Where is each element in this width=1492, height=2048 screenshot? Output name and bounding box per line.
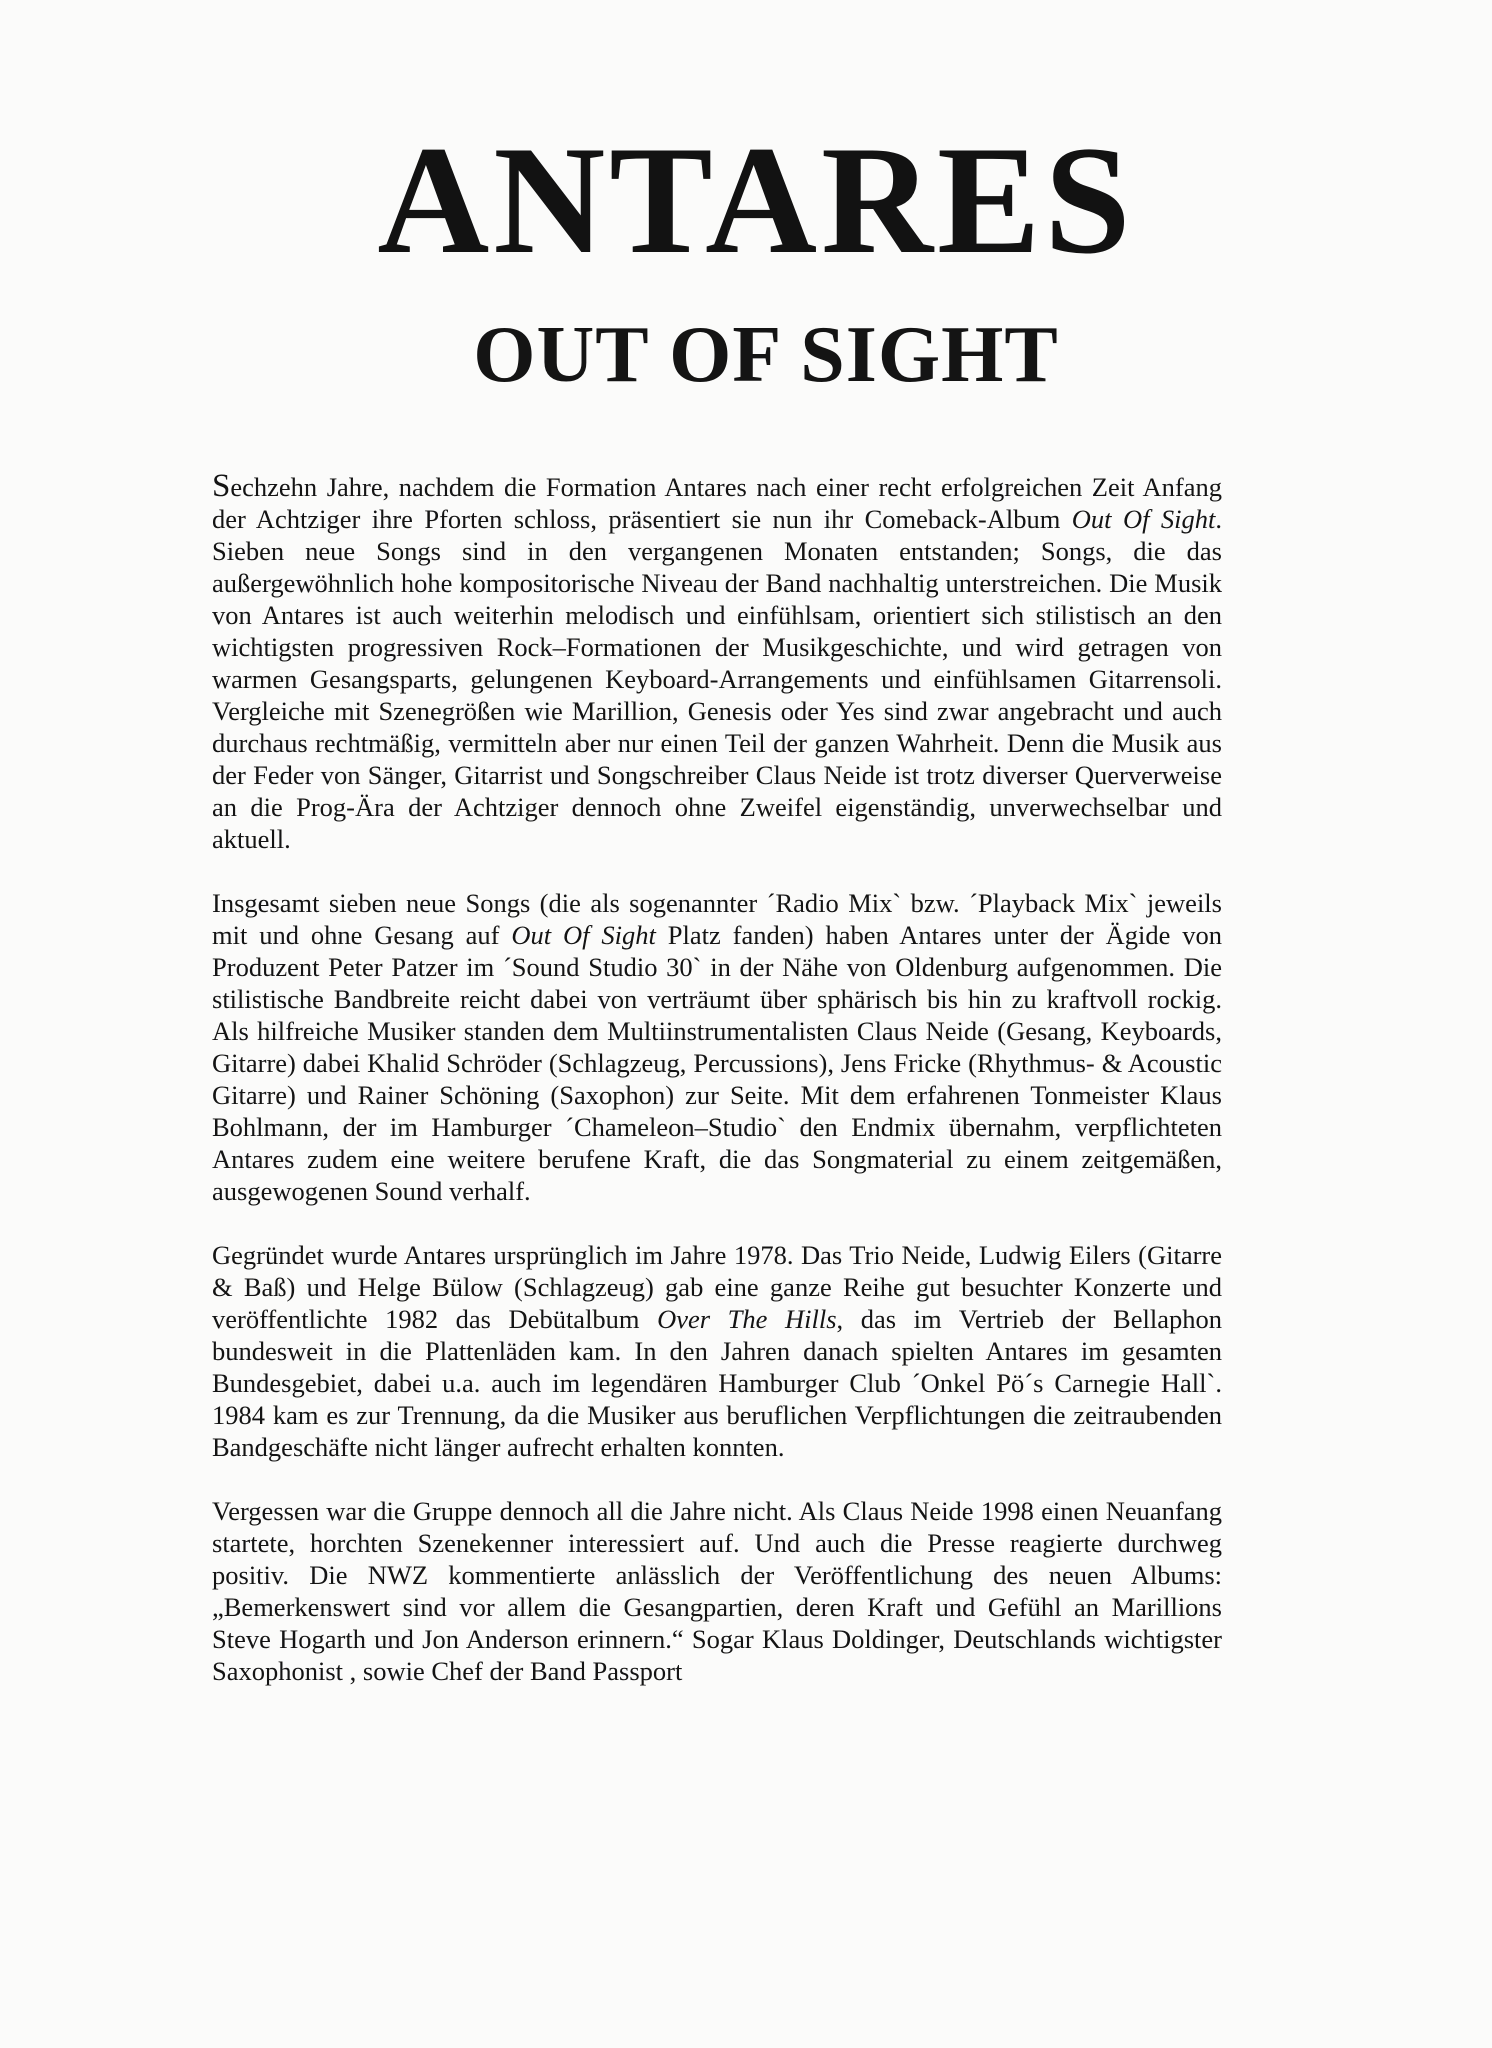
document-title: ANTARES (377, 114, 1135, 286)
body-paragraph (212, 887, 1222, 1207)
body-paragraph (212, 470, 1222, 855)
paragraph-text: echzehn Jahre, nachdem die Formation Antares nach einer recht erfolgreichen Zeit Anfang der Achtziger ihre Pforten schloss, präsentiert sie nun ihr Comeback-Album (212, 472, 1222, 534)
document-subtitle: OUT OF SIGHT (473, 311, 1059, 399)
document-body (212, 470, 1222, 1687)
album-title: Out Of Sight (511, 920, 656, 950)
paragraph-text: . Sieben neue Songs sind in den vergangenen Monaten entstanden; Songs, die das außergewöhnlich hohe kompositorische Niveau der Band nachhaltig unterstreichen. Die Musik von Antares ist auch weiterhin melodisch und einfühlsam, orientiert sich stilistisch an den wichtigsten progressiven Rock–Formationen der Musikgeschichte, und wird getragen von warmen Gesangsparts, gelungenen Keyboard-Arrangements und einfühlsamen Gitarrensoli. Vergleiche mit Szenegrößen wie Marillion, Genesis oder Yes sind zwar angebracht und auch durchaus rechtmäßig, vermitteln aber nur einen Teil der ganzen Wahrheit. Denn die Musik aus der Feder von Sänger, Gitarrist und Songschreiber Claus Neide ist trotz diverser Querverweise an die Prog-Ära der Achtziger dennoch ohne Zweifel eigenständig, unverwechselbar und aktuell. (212, 504, 1222, 854)
body-paragraph (212, 1239, 1222, 1463)
paragraph-text: Platz fanden) haben Antares unter der Ägide von Produzent Peter Patzer im ´Sound Studio 30` in der Nähe von Oldenburg aufgenommen. Die stilistische Bandbreite reicht dabei von verträumt über sphärisch bis hin zu kraftvoll rockig. Als hilfreiche Musiker standen dem Multiinstrumentalisten Claus Neide (Gesang, Keyboards, Gitarre) dabei Khalid Schröder (Schlagzeug, Percussions), Jens Fricke (Rhythmus- & Acoustic Gitarre) und Rainer Schöning (Saxophon) zur Seite. Mit dem erfahrenen Tonmeister Klaus Bohlmann, der im Hamburger ´Chameleon–Studio` den Endmix übernahm, verpflichteten Antares zudem eine weitere berufene Kraft, die das Songmaterial zu einem zeitgemäßen, ausgewogenen Sound verhalf. (212, 920, 1222, 1206)
paragraph-text: Insgesamt sieben neue Songs (die als sogenannter ´Radio Mix` bzw. ´Playback Mix` jeweils mit und ohne Gesang auf (212, 888, 1222, 950)
paragraph-text: Vergessen war die Gruppe dennoch all die Jahre nicht. Als Claus Neide 1998 einen Neuanfang startete, horchten Szenekenner interessiert auf. Und auch die Presse reagierte durchweg positiv. Die NWZ kommentierte anlässlich der Veröffentlichung des neuen Albums: „Bemerkenswert sind vor allem die Gesangpartien, deren Kraft und Gefühl an Marillions Steve Hogarth und Jon Anderson erinnern.“ Sogar Klaus Doldinger, Deutschlands wichtigster Saxophonist , sowie Chef der Band Passport (212, 1496, 1222, 1686)
paragraph-initial: S (212, 468, 231, 504)
album-title: Over The Hills (657, 1304, 837, 1334)
body-paragraph (212, 1495, 1222, 1687)
paragraph-text: , das im Vertrieb der Bellaphon bundesweit in die Plattenläden kam. In den Jahren danach spielten Antares im gesamten Bundesgebiet, dabei u.a. auch im legendären Hamburger Club ´Onkel Pö´s Carnegie Hall`. 1984 kam es zur Trennung, da die Musiker aus beruflichen Verpflichtungen die zeitraubenden Bandgeschäfte nicht länger aufrecht erhalten konnten. (212, 1304, 1222, 1462)
paragraph-text: Gegründet wurde Antares ursprünglich im Jahre 1978. Das Trio Neide, Ludwig Eilers (Gitarre & Baß) und Helge Bülow (Schlagzeug) gab eine ganze Reihe gut besuchter Konzerte und veröffentlichte 1982 das Debütalbum (212, 1240, 1222, 1334)
album-title: Out Of Sight (1071, 504, 1216, 534)
